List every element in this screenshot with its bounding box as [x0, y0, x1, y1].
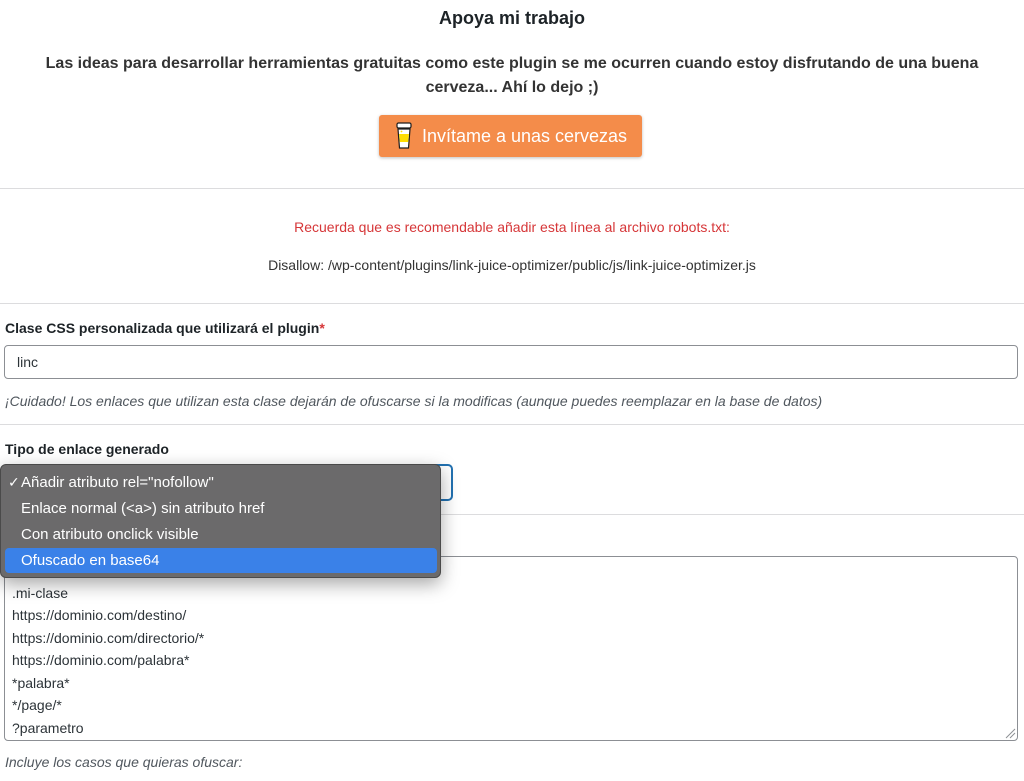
- dropdown-option[interactable]: [5, 522, 437, 547]
- obfuscate-cases-textarea[interactable]: [4, 556, 1018, 741]
- section-divider: [0, 424, 1024, 425]
- support-description: Las ideas para desarrollar herramientas gratuitas como este plugin se me ocurren cuando estoy disfrutando de una buena cerveza... Ahí lo dejo ;): [45, 55, 979, 96]
- css-class-label-text: Clase CSS personalizada que utilizará el plugin: [5, 320, 320, 336]
- resize-grip-icon[interactable]: [1004, 727, 1016, 739]
- section-divider: [0, 188, 1024, 189]
- checkmark-icon: ✓: [8, 474, 20, 490]
- required-mark: *: [319, 320, 325, 336]
- obfuscate-cases-help: Incluye los casos que quieras ofuscar:: [5, 754, 243, 770]
- css-class-help: ¡Cuidado! Los enlaces que utilizan esta clase dejarán de ofuscarse si la modificas (aunque puedes reemplazar en la base de datos): [5, 393, 823, 409]
- dropdown-option-label: Enlace normal (<a>) sin atributo href: [21, 500, 265, 517]
- beer-cup-icon: [394, 122, 414, 150]
- dropdown-option-label: Ofuscado en base64: [21, 552, 160, 569]
- section-divider: [0, 303, 1024, 304]
- dropdown-option-highlighted[interactable]: [5, 548, 437, 573]
- buy-beer-button[interactable]: [379, 115, 642, 157]
- dropdown-option[interactable]: [5, 496, 437, 521]
- buy-beer-label: Invítame a unas cervezas: [421, 125, 628, 146]
- support-title: Apoya mi trabajo: [438, 8, 586, 28]
- link-type-dropdown-menu: [0, 464, 441, 578]
- dropdown-option-label: Con atributo onclick visible: [21, 526, 199, 543]
- css-class-input[interactable]: [4, 345, 1018, 379]
- dropdown-option-label: Añadir atributo rel="nofollow": [21, 474, 214, 491]
- robots-warning: Recuerda que es recomendable añadir esta línea al archivo robots.txt:: [294, 219, 730, 235]
- link-type-label: Tipo de enlace generado: [5, 441, 169, 457]
- css-class-label: [5, 320, 325, 336]
- robots-disallow-line: Disallow: /wp-content/plugins/link-juice-optimizer/public/js/link-juice-optimizer.js: [268, 257, 756, 273]
- dropdown-option[interactable]: [5, 470, 437, 495]
